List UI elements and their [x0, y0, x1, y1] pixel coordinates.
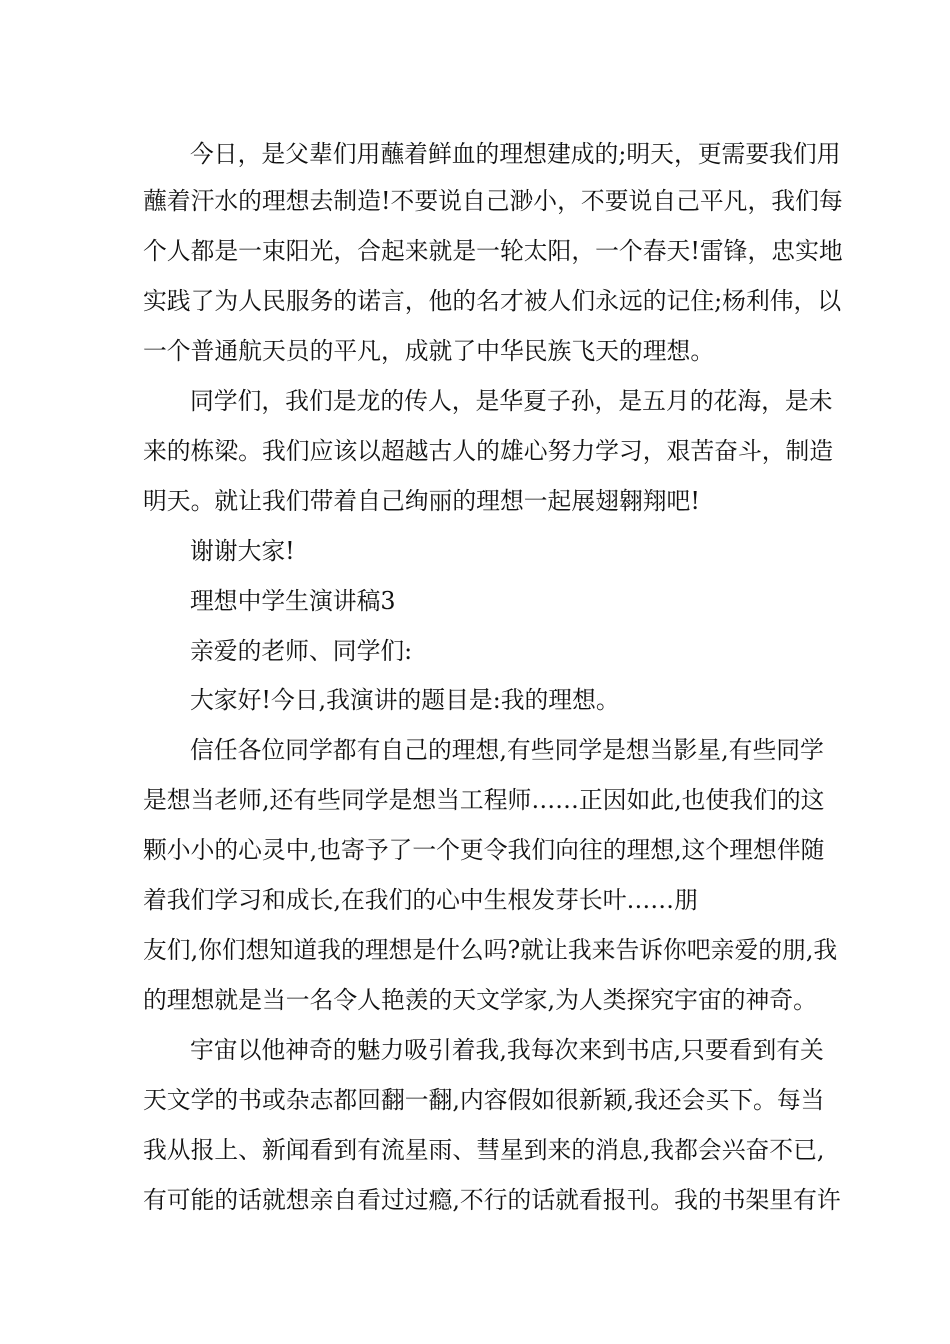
text-line: 一个普通航天员的平凡，成就了中华民族飞天的理想。 [143, 337, 715, 365]
text-line: 天文学的书或杂志都回翻一翻,内容假如很新颖,我还会买下。每当 [143, 1086, 825, 1114]
text-line: 今日，是父辈们用蘸着鲜血的理想建成的;明天，更需要我们用 [190, 140, 841, 168]
text-line: 是想当老师,还有些同学是想当工程师……正因如此,也使我们的这 [143, 786, 825, 814]
text-line: 谢谢大家! [190, 537, 295, 565]
text-line: 实践了为人民服务的诺言，他的名才被人们永远的记住;杨利伟，以 [143, 287, 842, 315]
text-line: 信任各位同学都有自己的理想,有些同学是想当影星,有些同学 [190, 736, 824, 764]
text-line: 个人都是一束阳光，合起来就是一轮太阳，一个春天!雷锋，忠实地 [143, 237, 843, 265]
text-line: 颗小小的心灵中,也寄予了一个更令我们向往的理想,这个理想伴随 [143, 836, 825, 864]
text-line: 的理想就是当一名令人艳羡的天文学家,为人类探究宇宙的神奇。 [143, 986, 817, 1014]
text-line: 理想中学生演讲稿3 [190, 587, 396, 615]
text-line: 明天。就让我们带着自己绚丽的理想一起展翅翱翔吧! [143, 487, 700, 515]
text-line: 蘸着汗水的理想去制造!不要说自己渺小，不要说自己平凡，我们每 [143, 187, 843, 215]
text-line: 大家好!今日,我演讲的题目是:我的理想。 [190, 686, 620, 714]
text-line: 宇宙以他神奇的魅力吸引着我,我每次来到书店,只要看到有关 [190, 1036, 824, 1064]
text-line: 亲爱的老师、同学们: [190, 637, 413, 665]
text-line: 同学们，我们是龙的传人，是华夏子孙，是五月的花海，是未 [190, 387, 833, 415]
text-line: 我从报上、新闻看到有流星雨、彗星到来的消息,我都会兴奋不已, [143, 1136, 825, 1164]
text-line: 友们,你们想知道我的理想是什么吗?就让我来告诉你吧亲爱的朋,我 [143, 936, 838, 964]
text-line: 来的栋梁。我们应该以超越古人的雄心努力学习，艰苦奋斗，制造 [143, 437, 834, 465]
text-line: 有可能的话就想亲自看过过瘾,不行的话就看报刊。我的书架里有许 [143, 1186, 841, 1214]
text-line: 着我们学习和成长,在我们的心中生根发芽长叶……朋 [143, 886, 698, 914]
